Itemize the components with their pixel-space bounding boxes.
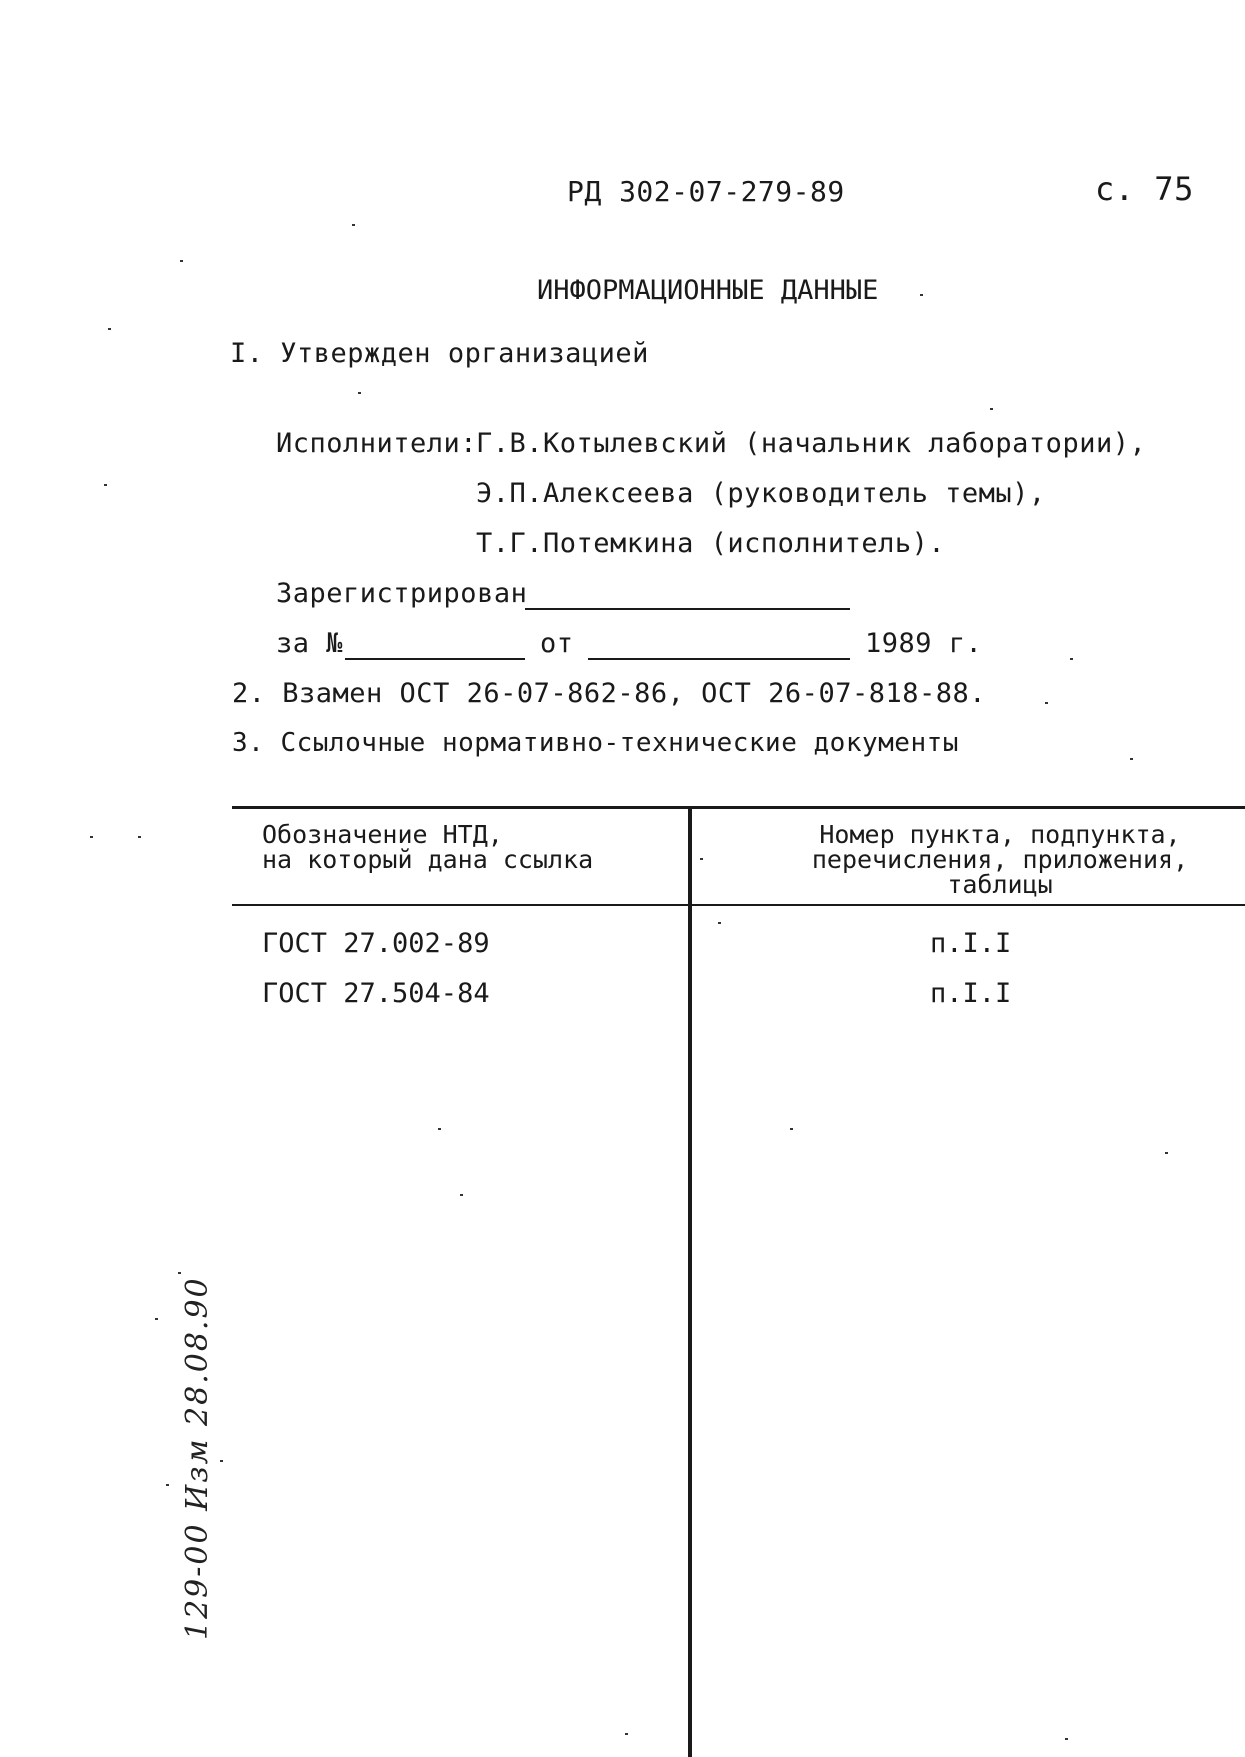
registered-label: Зарегистрирован: [276, 578, 528, 609]
scan-speck: [352, 224, 355, 226]
section-title: ИНФОРМАЦИОННЫЕ ДАННЫЕ: [537, 275, 879, 306]
scan-speck: [460, 1194, 463, 1196]
item-reference-docs: 3. Ссылочные нормативно-технические документы: [232, 728, 959, 758]
scan-speck: [108, 328, 111, 330]
scan-speck: [104, 484, 107, 486]
scan-speck: [166, 1484, 169, 1486]
registered-blank-line: [525, 608, 850, 610]
handwritten-margin-note: 129-00 Изм 28.08.90: [180, 1276, 215, 1640]
table-header-designation: Обозначение НТД, на который дана ссылка: [262, 820, 594, 874]
scan-speck: [1070, 658, 1073, 660]
scan-speck: [1165, 1152, 1168, 1154]
scan-speck: [138, 836, 141, 838]
table-column-divider: [688, 806, 692, 1757]
scan-speck: [1045, 702, 1048, 704]
table-cell: п.I.I: [930, 928, 1012, 959]
number-blank-line: [345, 658, 525, 660]
table-top-rule: [232, 806, 1245, 809]
scan-speck: [90, 836, 93, 838]
scan-speck: [990, 408, 993, 410]
scan-speck: [718, 922, 721, 924]
scan-speck: [438, 1128, 441, 1130]
number-label: за №: [276, 628, 344, 659]
scan-speck: [220, 1460, 223, 1462]
scan-speck: [625, 1733, 628, 1735]
item-replaces: 2. Взамен ОСТ 26-07-862-86, ОСТ 26-07-818-88.: [232, 678, 986, 709]
table-header-rule: [232, 904, 1245, 906]
scan-speck: [155, 1318, 158, 1320]
scan-speck: [1065, 1738, 1068, 1740]
scan-speck: [178, 1272, 181, 1274]
scan-speck: [358, 392, 361, 394]
scan-speck: [790, 1128, 793, 1130]
table-cell: п.I.I: [930, 978, 1012, 1009]
table-header-clause: Номер пункта, подпункта, перечисления, приложения, таблицы: [811, 820, 1189, 899]
scan-speck: [700, 858, 703, 860]
registration-year: 1989 г.: [865, 628, 983, 659]
page-number: с. 75: [1095, 170, 1194, 208]
performer-2: Э.П.Алексеева (руководитель темы),: [476, 478, 1046, 509]
item-approved-by: I. Утвержден организацией: [230, 338, 649, 369]
performers-label: Исполнители:: [276, 428, 478, 459]
date-from-label: от: [540, 628, 574, 659]
scan-speck: [180, 260, 183, 262]
document-code: РД 302-07-279-89: [567, 175, 845, 208]
scan-speck: [920, 294, 923, 296]
performer-1: Г.В.Котылевский (начальник лаборатории),: [476, 428, 1147, 459]
date-blank-line: [588, 658, 850, 660]
scan-speck: [1130, 758, 1133, 760]
performer-3: Т.Г.Потемкина (исполнитель).: [476, 528, 946, 559]
table-cell: ГОСТ 27.002-89: [262, 928, 490, 959]
table-cell: ГОСТ 27.504-84: [262, 978, 490, 1009]
